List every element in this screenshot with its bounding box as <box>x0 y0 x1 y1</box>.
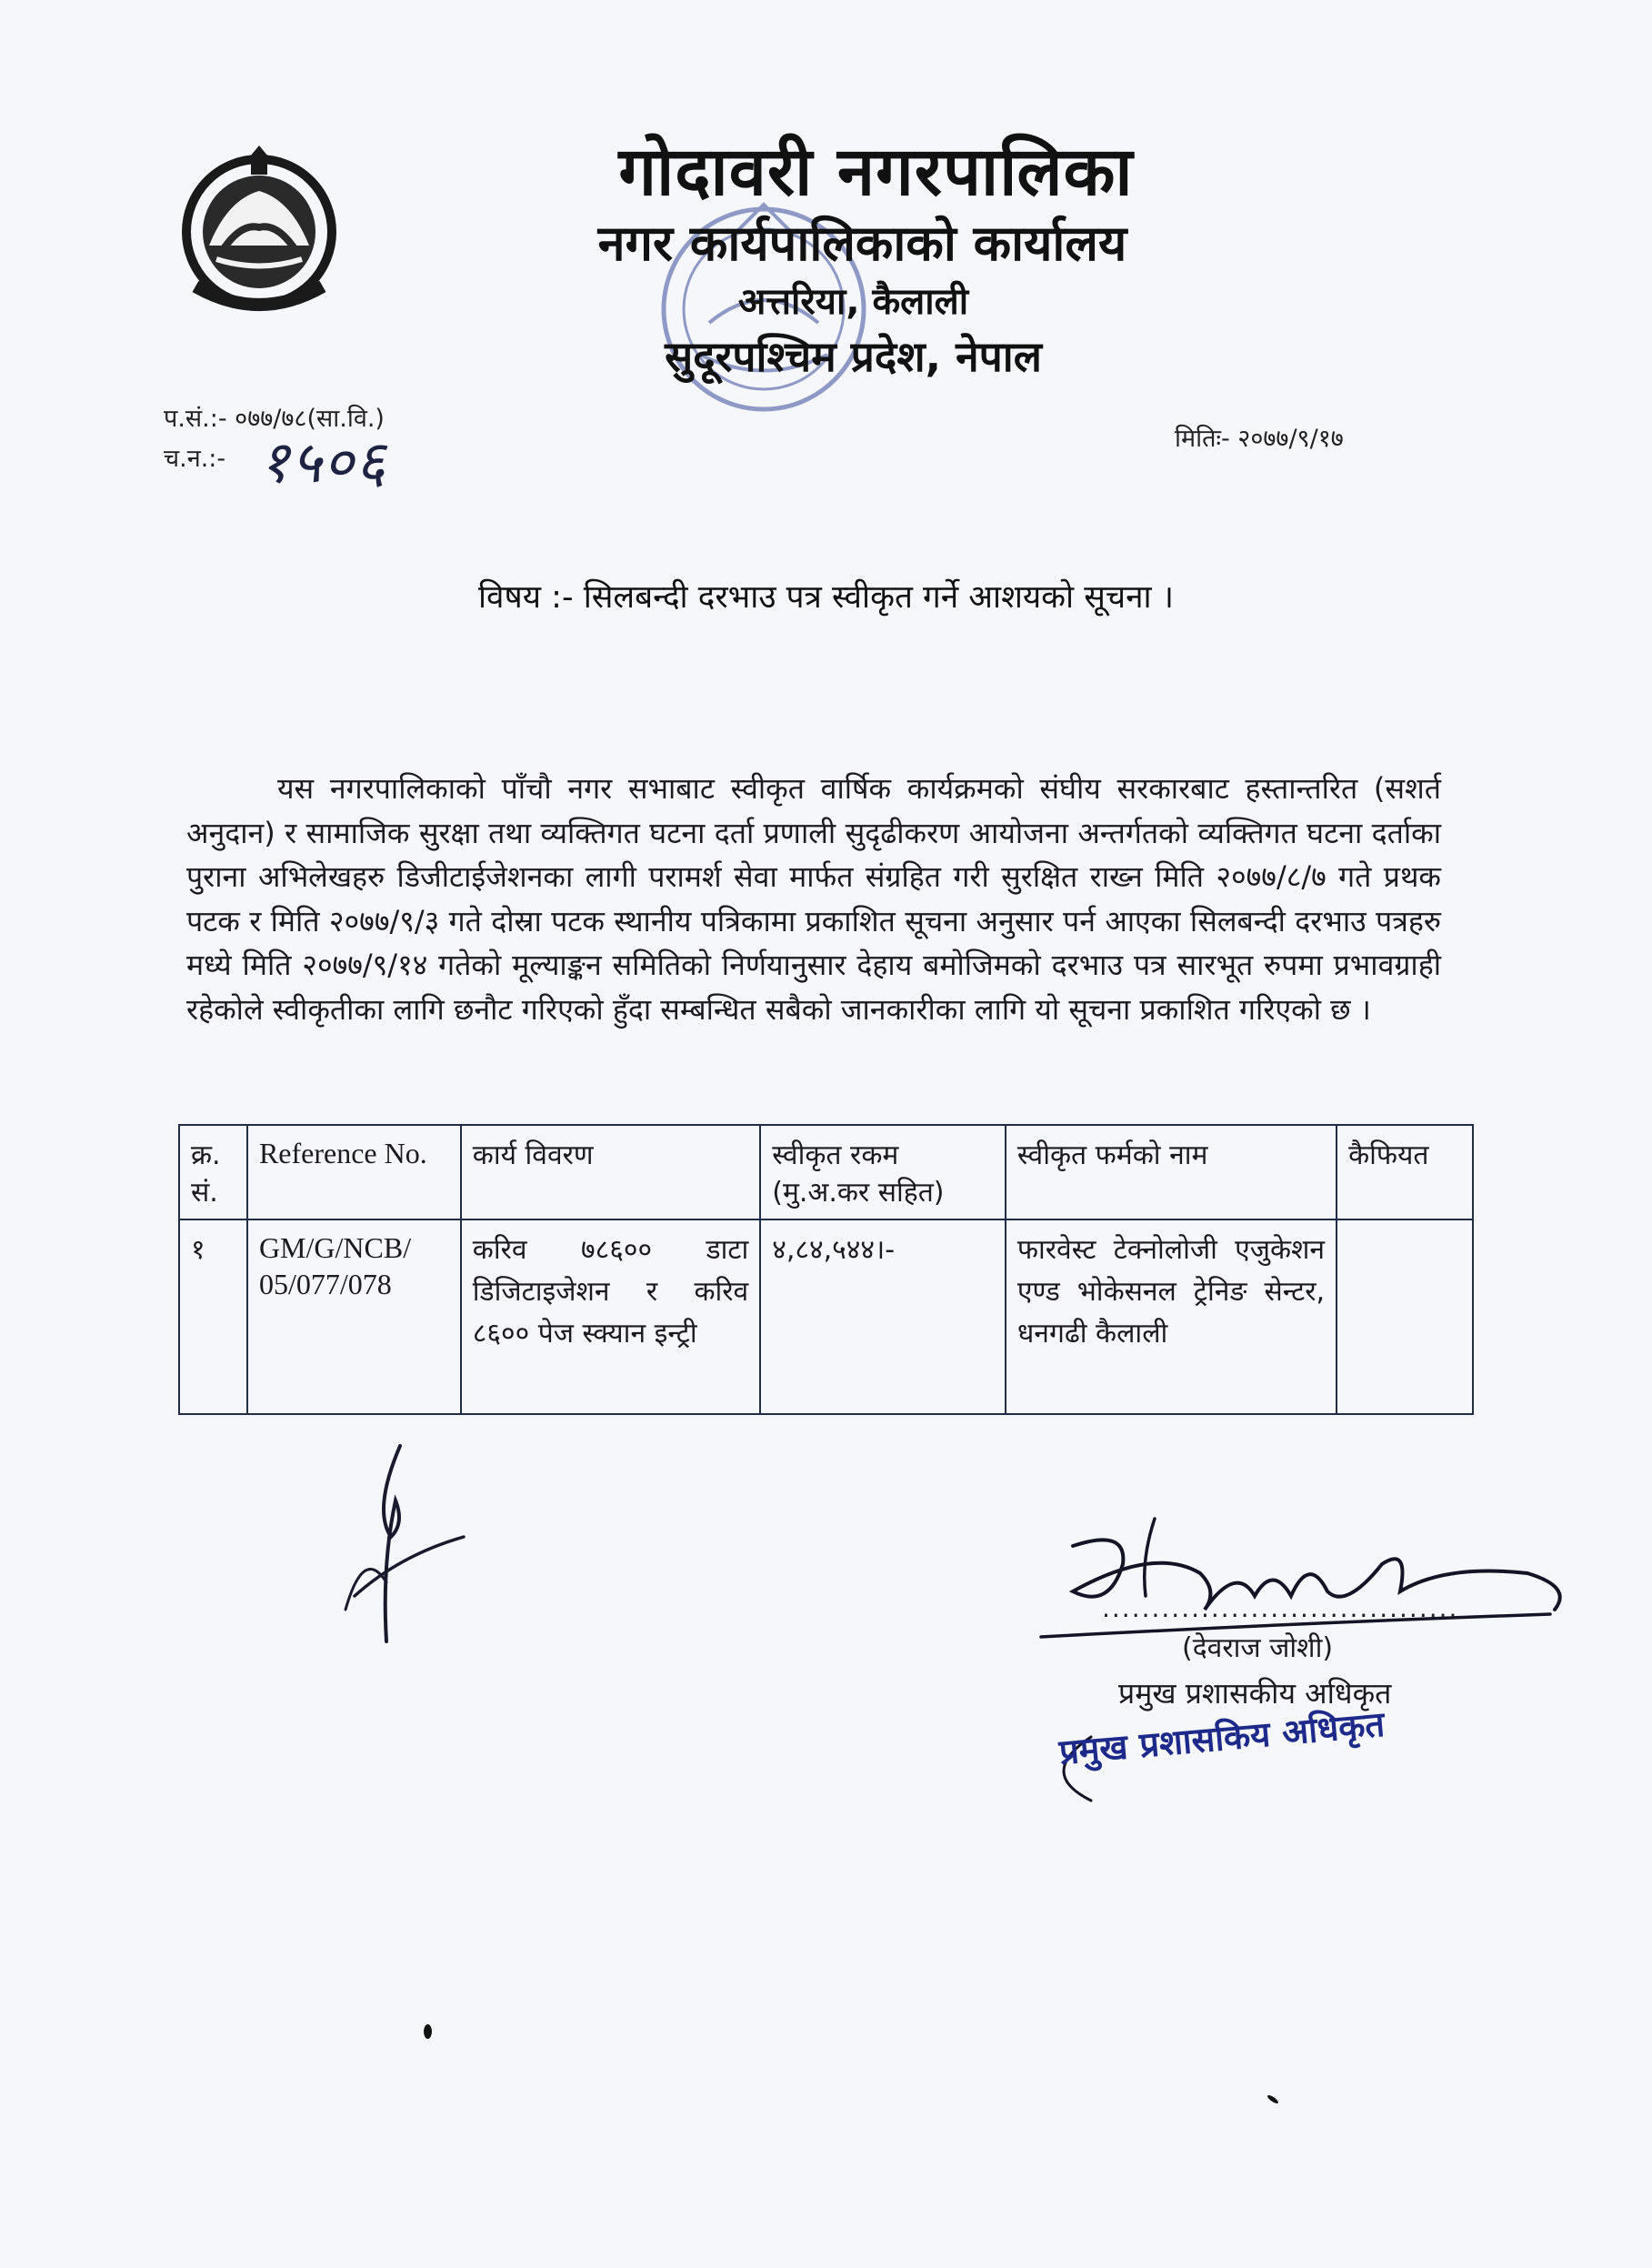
dispatch-number-label: च.न.:- <box>164 445 226 473</box>
approved-bid-table <box>178 1124 1474 1415</box>
cell-work-description: करिव ७८६०० डाटा डिजिटाइजेशन र करिव ८६०० पेज स्क्यान इन्ट्री <box>461 1219 760 1414</box>
header-work-description: कार्य विवरण <box>461 1125 760 1219</box>
cell-firm-name: फारवेस्ट टेक्नोलोजी एजुकेशन एण्ड भोकेसनल ट्रेनिङ सेन्टर, धनगढी कैलाली <box>1006 1219 1337 1414</box>
letter-date: मितिः- २०७७/९/१७ <box>1175 425 1344 453</box>
designation-stamp: प्रमुख प्रशासकिय अधिकृत <box>1057 1703 1387 1772</box>
dispatch-number-handwritten: १५०६ <box>259 429 388 497</box>
initial-signature-icon <box>336 1437 482 1655</box>
cell-approved-amount: ४,८४,५४४।- <box>760 1219 1006 1414</box>
table-header-row <box>179 1125 1473 1219</box>
header-remarks: कैफियत <box>1337 1125 1473 1219</box>
header-firm-name: स्वीकृत फर्मको नाम <box>1006 1125 1337 1219</box>
province-name: सुदूरपश्चिम प्रदेश, नेपाल <box>665 332 1042 381</box>
reference-number: प.सं.:- ०७७/७८(सा.वि.) <box>164 405 385 433</box>
signature-line: .................................... <box>1102 1593 1459 1623</box>
signatory-title: प्रमुख प्रशासकीय अधिकृत <box>1118 1676 1392 1711</box>
cell-reference: GM/G/NCB/ 05/077/078 <box>247 1219 461 1414</box>
cell-serial: १ <box>179 1219 247 1414</box>
header-reference: Reference No. <box>247 1125 461 1219</box>
municipality-name: गोदावरी नगरपालिका <box>618 133 1134 211</box>
office-address: अत्तरिया, कैलाली <box>737 281 969 323</box>
notice-body: यस नगरपालिकाको पाँचौ नगर सभाबाट स्वीकृत वार्षिक कार्यक्रमको संघीय सरकारबाट हस्तान्तरित (सशर्त अनुदान) र सामाजिक सुरक्षा तथा व्यक्तिगत घटना दर्ता प्रणाली सुदृढीकरण आयोजना अन्तर्गतको व्यक्तिगत घटना दर्ताका पुराना अभिलेखहरु डिजीटाईजेशनका लागी परामर्श सेवा मार्फत संग्रहित गरी सुरक्षित राख्न मिति २०७७/८/७ गते प्रथक पटक र मिति २०७७/९/३ गते दोस्रा पटक स्थानीय पत्रिकामा प्रकाशित सूचना अनुसार पर्न आएका सिलबन्दी दरभाउ पत्रहरु मध्ये मिति २०७७/९/१४ गतेको मूल्याङ्कन समितिको निर्णयानुसार देहाय बमोजिमको दरभाउ पत्र सारभूत रुपमा प्रभावग्राही रहेकोले स्वीकृतीका लागि छनौट गरिएको हुँदा सम्बन्धित सबैको जानकारीका लागि यो सूचना प्रकाशित गरिएको छ । <box>186 771 1441 1027</box>
header-serial: क्र. सं. <box>179 1125 247 1219</box>
office-name: नगर कार्यपालिकाको कार्यालय <box>597 215 1127 272</box>
table-row <box>179 1219 1473 1414</box>
ink-speck <box>424 2024 432 2039</box>
header-approved-amount: स्वीकृत रकम (मु.अ.कर सहित) <box>760 1125 1006 1219</box>
cell-remarks <box>1337 1219 1473 1414</box>
subject-line: विषय :- सिलबन्दी दरभाउ पत्र स्वीकृत गर्ने आशयको सूचना । <box>477 579 1175 616</box>
signatory-name: (देवराज जोशी) <box>1182 1632 1334 1664</box>
ink-speck <box>1267 2093 1279 2104</box>
